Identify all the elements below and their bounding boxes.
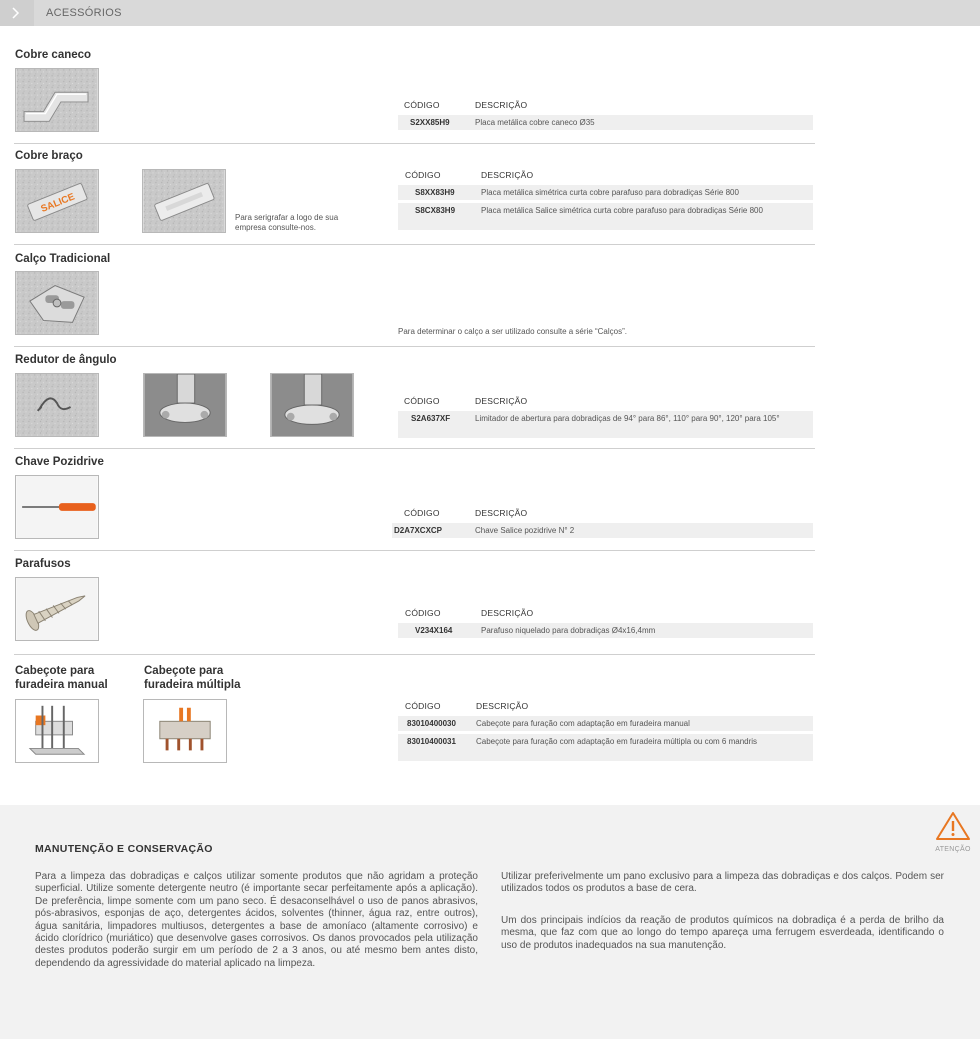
col-header-desc: DESCRIÇÃO [475, 396, 528, 406]
title-line: Cabeçote para [144, 665, 224, 677]
col-header-desc: DESCRIÇÃO [476, 701, 529, 711]
section-header [0, 0, 980, 26]
maintenance-paragraph-1: Para a limpeza das dobradiças e calços utilizar somente produtos que não agridam a proteção superficial. Utilize somente detergente neutro (é importante secar perfeitamente após a aplicação). De preferência, limpe somente com um pano seco. É desaconselhável o uso de panos abrasivos, pós-abrasivos, esponjas de aço, detergentes ácidos, solventes (thinner, água raz, entre outros), água sanitária, limpadores multiusos, detergentes a base de amoníaco (altamente corrosivo) e ácido clorídrico (muriático) que desenvolve gases corrosivos. Os danos provocados pela utilização destes produtos poderão surgir em um período de 2 a 3 anos, ou até mesmo bem antes disto, dependendo da agressividade do material aplicado na limpeza. [35, 871, 478, 969]
product-image-redutor-hinge-1 [143, 373, 227, 437]
table-row [398, 734, 813, 761]
section-title-redutor: Redutor de ângulo [15, 354, 117, 366]
col-header-code: CÓDIGO [404, 396, 440, 406]
product-table-cobre-caneco [398, 100, 814, 132]
section-title-cabecote-multipla [144, 664, 241, 692]
product-table-cabecote [398, 701, 814, 763]
product-image-calco [15, 271, 99, 335]
product-image-cobre-braco-plain [142, 169, 226, 233]
col-header-code: CÓDIGO [404, 508, 440, 518]
product-description: Placa metálica cobre caneco Ø35 [475, 118, 595, 127]
product-description: Limitador de abertura para dobradiças de 94° para 86°, 110° para 90°, 120° para 105° [475, 414, 780, 423]
section-title-calco: Calço Tradicional [15, 253, 111, 265]
divider [14, 654, 815, 655]
product-description: Placa metálica simétrica curta cobre parafuso para dobradiças Série 800 [481, 188, 739, 197]
product-code: S2A637XF [411, 414, 451, 423]
col-header-code: CÓDIGO [404, 100, 440, 110]
product-table-parafusos [398, 608, 814, 640]
note-serigrafia: Para serigrafar a logo de sua empresa consulte-nos. [235, 213, 339, 232]
table-row [392, 523, 813, 538]
title-line: furadeira manual [15, 679, 108, 691]
col-header-desc: DESCRIÇÃO [475, 100, 528, 110]
table-row [398, 716, 813, 731]
table-row [398, 203, 813, 230]
product-description: Cabeçote para furação com adaptação em furadeira manual [476, 719, 690, 728]
product-image-parafuso [15, 577, 99, 641]
page-title: ACESSÓRIOS [46, 7, 122, 19]
product-description: Placa metálica Salice simétrica curta cobre parafuso para dobradiças Série 800 [481, 206, 763, 215]
warning-icon [935, 811, 971, 841]
chevron-right-icon[interactable] [0, 0, 34, 26]
product-image-cabecote-multipla [143, 699, 227, 763]
product-image-cobre-braco-logo [15, 169, 99, 233]
product-image-chave [15, 475, 99, 539]
maintenance-panel [0, 805, 980, 1039]
product-code: S8CX83H9 [415, 206, 456, 215]
product-code: S8XX83H9 [415, 188, 455, 197]
section-title-parafusos: Parafusos [15, 558, 71, 570]
maintenance-paragraph-2: Utilizar preferivelmente um pano exclusivo para a limpeza das dobradiças e dos calços. Podem ser utilizados todos os produtos a base de cera. [501, 871, 944, 895]
note-calco: Para determinar o calço a ser utilizado consulte a série “Calços”. [398, 327, 627, 336]
divider [14, 244, 815, 245]
warning-label: ATENÇÃO [935, 846, 971, 853]
product-description: Cabeçote para furação com adaptação em furadeira múltipla ou com 6 mandris [476, 737, 758, 746]
logo-text: SALICE [39, 191, 77, 215]
product-image-redutor-hinge-2 [270, 373, 354, 437]
product-table-cobre-braco [398, 170, 814, 232]
maintenance-title: MANUTENÇÃO E CONSERVAÇÃO [35, 843, 213, 855]
col-header-code: CÓDIGO [405, 701, 441, 711]
product-code: D2A7XCXCP [394, 526, 443, 535]
section-title-cobre-caneco: Cobre caneco [15, 49, 92, 61]
table-row [398, 623, 813, 638]
divider [14, 550, 815, 551]
col-header-desc: DESCRIÇÃO [481, 170, 534, 180]
product-description: Parafuso niquelado para dobradiças Ø4x16,4mm [481, 626, 656, 635]
col-header-desc: DESCRIÇÃO [475, 508, 528, 518]
divider [14, 143, 815, 144]
col-header-desc: DESCRIÇÃO [481, 608, 534, 618]
maintenance-paragraph-3: Um dos principais indícios da reação de produtos químicos na dobradiça é a perda de brilho da mesma, que faz com que ao longo do tempo apareça uma ferrugem esverdeada, identificando o uso de produtos inadequados na sua manutenção. [501, 915, 944, 951]
section-title-cobre-braco: Cobre braço [15, 150, 83, 162]
divider [14, 448, 815, 449]
col-header-code: CÓDIGO [405, 608, 441, 618]
divider [14, 346, 815, 347]
product-code: 83010400031 [407, 737, 456, 746]
title-line: Cabeçote para [15, 665, 95, 677]
warning-badge [930, 811, 976, 855]
product-code: S2XX85H9 [410, 118, 450, 127]
product-image-redutor-clip [15, 373, 99, 437]
product-description: Chave Salice pozidrive N° 2 [475, 526, 575, 535]
table-row [398, 185, 813, 200]
product-image-cabecote-manual [15, 699, 99, 763]
col-header-code: CÓDIGO [405, 170, 441, 180]
product-table-chave [392, 508, 814, 540]
table-row [398, 115, 813, 130]
table-row [398, 411, 813, 438]
section-title-cabecote-manual [15, 664, 108, 692]
product-table-redutor [398, 396, 814, 440]
title-line: furadeira múltipla [144, 679, 241, 691]
product-code: V234X164 [415, 626, 453, 635]
product-image-cobre-caneco [15, 68, 99, 132]
product-code: 83010400030 [407, 719, 456, 728]
section-title-chave: Chave Pozidrive [15, 456, 104, 468]
